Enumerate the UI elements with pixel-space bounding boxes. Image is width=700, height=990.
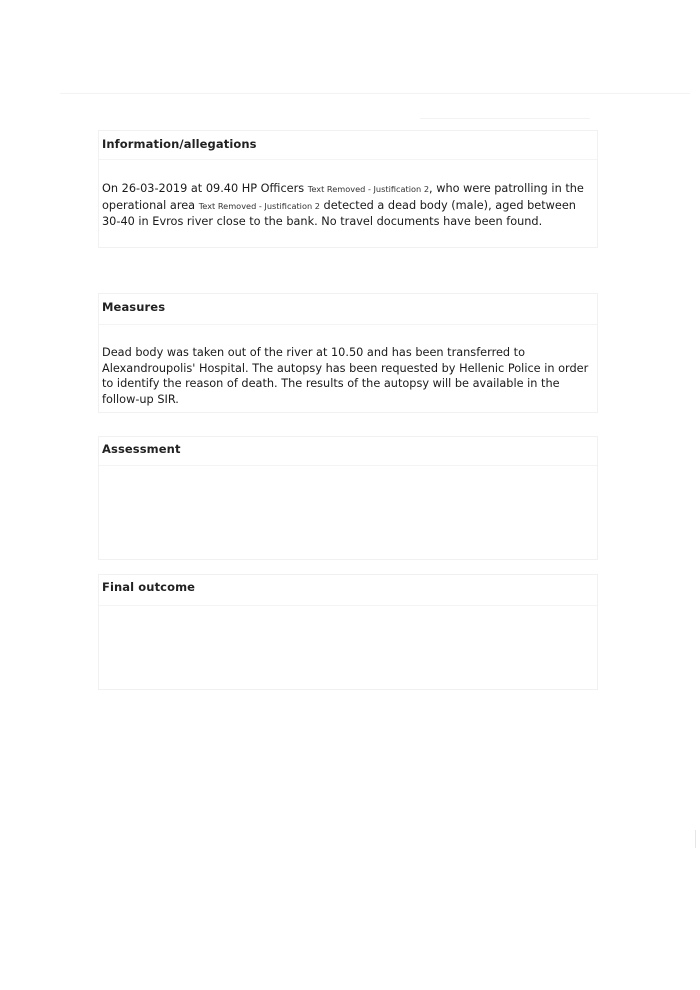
measures-heading: Measures <box>102 300 166 314</box>
scan-edge-mark <box>695 830 696 848</box>
redaction-note: Text Removed - Justification 2 <box>307 184 430 194</box>
scan-artifact-line <box>420 118 590 119</box>
scan-artifact-line <box>60 93 690 94</box>
final-outcome-heading: Final outcome <box>102 580 196 594</box>
measures-text: Dead body was taken out of the river at 10.50 and has been transferred to Alexandroupolis' Hospital. The autopsy has been requested by Hellenic Police in order to identify the reason of death. The results of the autopsy will be available in the follow-up SIR. <box>102 346 589 406</box>
text-part: On 26-03-2019 at 09.40 HP Officers <box>102 182 308 195</box>
text-part: , who were patrolling in the operational area <box>102 182 584 212</box>
section-header-bar <box>99 294 597 325</box>
information-allegations-text <box>102 181 594 230</box>
redaction-note: Text Removed - Justification 2 <box>198 200 320 211</box>
assessment-heading: Assessment <box>102 442 181 456</box>
text-part: detected a dead body (male), aged between 30-40 in Evros river close to the bank. No travel documents have been found. <box>102 198 576 228</box>
information-allegations-heading: Information/allegations <box>102 137 257 151</box>
